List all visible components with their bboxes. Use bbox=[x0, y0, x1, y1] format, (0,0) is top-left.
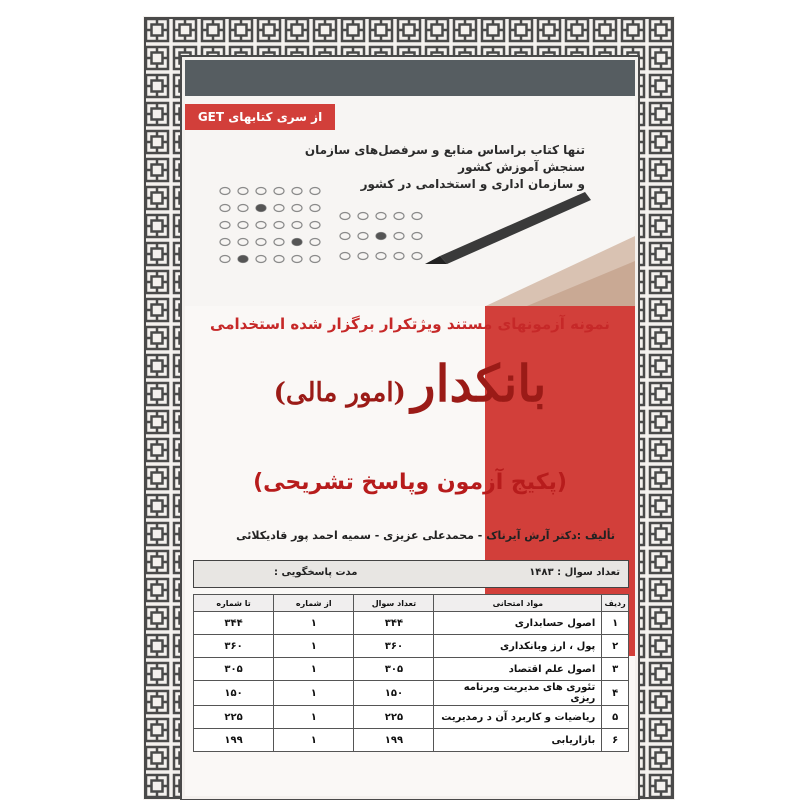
subject-name: تئوری های مدیریت وبرنامه ریزی bbox=[434, 681, 602, 706]
from-number-cell: ۱ bbox=[274, 681, 354, 706]
table-header-row bbox=[194, 595, 629, 612]
subjects-table bbox=[193, 594, 629, 752]
question-count-cell: ۲۲۵ bbox=[354, 706, 434, 729]
subject-name: بازاریابی bbox=[434, 729, 602, 752]
book-cover bbox=[143, 16, 675, 800]
intro-line-1: تنها کتاب براساس منابع و سرفصل‌های سازمان سنجش آموزش کشور bbox=[304, 143, 585, 174]
header-row-number: ردیف bbox=[602, 595, 629, 612]
table-row bbox=[194, 729, 629, 752]
subject-name: اصول علم اقتصاد bbox=[434, 658, 602, 681]
from-number-cell: ۱ bbox=[274, 706, 354, 729]
subtitle: نمونه آزمونهای مستند ویژتکرار برگزار شده استخدامی bbox=[210, 315, 610, 333]
table-row bbox=[194, 658, 629, 681]
row-number: ۵ bbox=[602, 706, 629, 729]
package-label: (پکیج آزمون وپاسخ تشریحی) bbox=[253, 470, 567, 495]
row-number: ۳ bbox=[602, 658, 629, 681]
answer-time: مدت پاسخگویی : bbox=[274, 567, 358, 578]
from-number-cell: ۱ bbox=[274, 658, 354, 681]
header-question-count: تعداد سوال bbox=[354, 595, 434, 612]
question-count: تعداد سوال : ۱۴۸۳ bbox=[529, 567, 620, 578]
subject-name: اصول حسابداری bbox=[434, 612, 602, 635]
series-badge: از سری کتابهای GET bbox=[185, 104, 335, 130]
question-count-cell: ۳۰۵ bbox=[354, 658, 434, 681]
table-row bbox=[194, 681, 629, 706]
to-number-cell: ۱۵۰ bbox=[194, 681, 274, 706]
authors: تألیف :دکتر آرش آیرناک - محمدعلی عزیزی - سمیه احمد پور قادیکلائی bbox=[236, 529, 615, 542]
subject-name: ریاضیات و کاربرد آن د رمدیریت bbox=[434, 706, 602, 729]
header-to-number: تا شماره bbox=[194, 595, 274, 612]
from-number-cell: ۱ bbox=[274, 729, 354, 752]
to-number-cell: ۳۴۴ bbox=[194, 612, 274, 635]
title-paren: (امور مالی) bbox=[273, 378, 406, 408]
question-count-cell: ۱۹۹ bbox=[354, 729, 434, 752]
book-title bbox=[185, 354, 635, 413]
table-row bbox=[194, 612, 629, 635]
question-count-cell: ۱۵۰ bbox=[354, 681, 434, 706]
header-from-number: از شماره bbox=[274, 595, 354, 612]
row-number: ۶ bbox=[602, 729, 629, 752]
exam-info-box bbox=[193, 560, 629, 588]
table-row bbox=[194, 635, 629, 658]
row-number: ۱ bbox=[602, 612, 629, 635]
subject-name: پول ، ارز وبانکداری bbox=[434, 635, 602, 658]
to-number-cell: ۲۲۵ bbox=[194, 706, 274, 729]
from-number-cell: ۱ bbox=[274, 635, 354, 658]
intro-text bbox=[265, 142, 585, 193]
title-main: بانکدار bbox=[411, 354, 547, 413]
from-number-cell: ۱ bbox=[274, 612, 354, 635]
row-number: ۲ bbox=[602, 635, 629, 658]
intro-line-2: و سازمان اداری و استخدامی در کشور bbox=[360, 177, 585, 191]
cover-inner-panel bbox=[185, 96, 635, 796]
table-row bbox=[194, 706, 629, 729]
question-count-cell: ۳۶۰ bbox=[354, 635, 434, 658]
header-subject: مواد امتحانی bbox=[434, 595, 602, 612]
question-count-cell: ۳۴۴ bbox=[354, 612, 434, 635]
row-number: ۴ bbox=[602, 681, 629, 706]
top-gray-bar bbox=[185, 60, 635, 96]
to-number-cell: ۱۹۹ bbox=[194, 729, 274, 752]
to-number-cell: ۳۰۵ bbox=[194, 658, 274, 681]
to-number-cell: ۳۶۰ bbox=[194, 635, 274, 658]
